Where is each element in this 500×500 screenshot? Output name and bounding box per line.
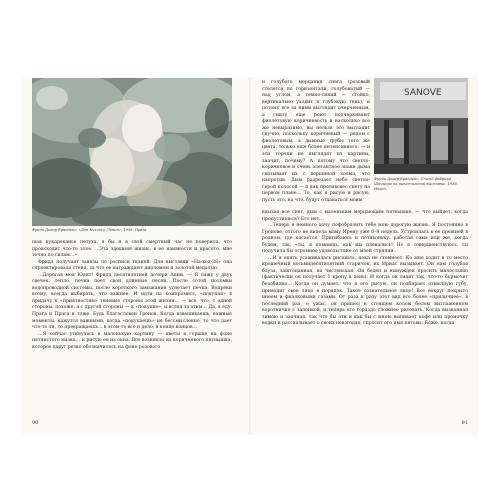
painting-photo xyxy=(32,78,232,226)
left-page xyxy=(22,78,250,434)
exhibition-photo xyxy=(374,78,468,174)
exhibition-caption: Фрида Дикер-Брандейс. Стенд фабрики Шпицера на текстильной выставке. 1938. Наход. xyxy=(374,177,458,191)
exhibition-sign-text: SANOVE xyxy=(404,88,442,98)
left-paragraph: шая кукареканье петуха, я бы и в свой смертный час не поверила, что происходит что-то злое. …Эта здешняя жизнь, в ее наивности и красоте, мне точно по силам…» xyxy=(32,240,232,259)
left-paragraph: …Я сейчас уткнулась в маленькую картину — цветы в горшке на фоне пятнистого мазка… и рисую ее из окна. Все возникло из коричневого пятнышка, которое вдруг резко обозначилось на фоне розового xyxy=(32,331,232,350)
left-paragraph: …Дорогая моя Юдит! Фридл десятилетней дочери Анни. — Я сижу у двух свечек, тепло, печка поет свои длинные песни. После сотой поломки водопроводной системы, после короткого замыкания угнетает печка. Вопреки всему, всегда выбирать, что важнее. И идти на компромисс, «покупая» в придачу к «приятностям» теневые стороны этой жизни… — все, что, с одной стороны, похоже, а с другой стороны — к «покупке», и вслед за этим… Да, я еду. Прага и Прага и тоже. Будь благословен Гронов. Когда взвешиваешь, важные моменты, кажутся важными, когда «покупаешь» не бессмысленно, то что дает что-то ли, то превращаешь… в этом-то все и дело, в конце концов… xyxy=(32,272,232,331)
right-paragraph: вдыхая все снег, дым с маленьким мерцающим пятнышке, — что выйдет, когда пропустишься? Его нет… xyxy=(262,210,468,222)
right-paragraph: и голубого мерцания снега (розовый стелется по горизонтали, голубоватый — над углом, а темно-синий — стойко, вертикально уходит в глубокую тень), и потому все за ними выглядит очерченным, а снизу еще роют подчеркивают фиолетовую коричневость и насколько все же невыразимо, вы нельзя это выгладит скучно, поскольку коричневый — рядом с фиолетовым, а дымные трубы того же цвета, только еще более интенсивного, — и эти торчки не выглядят из картины, значит, почему? А потому что светло-коричневое и очень элегантное знаки дыма связывает их с вершиной холма, что напротив. Дым разрезает небо светло-серой полосой — и как противовес снегу на первом плане… То, как я рисую и рисую, пусть это, на что, будут отдаваться моим xyxy=(262,80,370,203)
page-number-right: 91 xyxy=(461,420,468,426)
exhibition-image xyxy=(374,78,468,174)
left-page-text xyxy=(32,240,232,351)
right-page-text xyxy=(262,210,468,328)
left-paragraph: Фридл получает заказы по росписи тканей. Для выставки «На-ход-38» она спроектировала стенд, за что ее награждают дипломом и золотой медалью. xyxy=(32,259,232,272)
right-paragraph: …Теперь в немного хочу пофобразить тебе мою дорогую жизнь. Я постоянно в Гронове, оттого не видела маму Ирену уже 6–8 недель. Устроилась в ее прежней в родном, где касается. Пригибаюсь и потихоньку, работая сама или же, когда будем, так, «ты, я помнишь, как мы плевались! Но я совершенствуюсь, ты получила бы огромное удовольствие от моей стряпни. xyxy=(262,223,468,255)
right-paragraph: …И я опять усаживалась рисовать, пока не стемнеет. Ко мне ходит в то место крошечный восьмидесятилетний старичок, их Ириас вызывает. Он нам голубая блуза, заштопанная, на чистенькая. Он беден и вынужден просить милостыню (фактически он получает 1 крону в день). И когда он сидит так, что-то бормочет безобидно… Когда он думает, что я его рисую, он подбирает отвисшую губу, приводит свое лицо в порядок. Такое сознательное лицо! Все вокруг покрыто инеем и фиалковыми газами. От раза к разу этот вид все более «приличнее», в последний раз, о ужас, он пришел в стоящем колом белом выглаженном воротничке с запонкой, и теперь его гораздо сложнее рисовать. Когда вызванная зимою и заочная, так что бы эти и как бы с мною выпивает кофе или промочку водки и рассказывает о своих невзгодах, спросит его имя пятьвы. Боже, когда xyxy=(262,255,468,327)
page-number-left: 90 xyxy=(32,420,39,426)
book-spread xyxy=(22,78,478,434)
right-page xyxy=(250,78,478,434)
painting-caption: Фрида Дикер-Брандейс. «Дон Кихот и Ленин». 1938. Прага. xyxy=(32,228,148,232)
painting-image xyxy=(32,78,232,226)
right-column-text xyxy=(262,80,370,204)
